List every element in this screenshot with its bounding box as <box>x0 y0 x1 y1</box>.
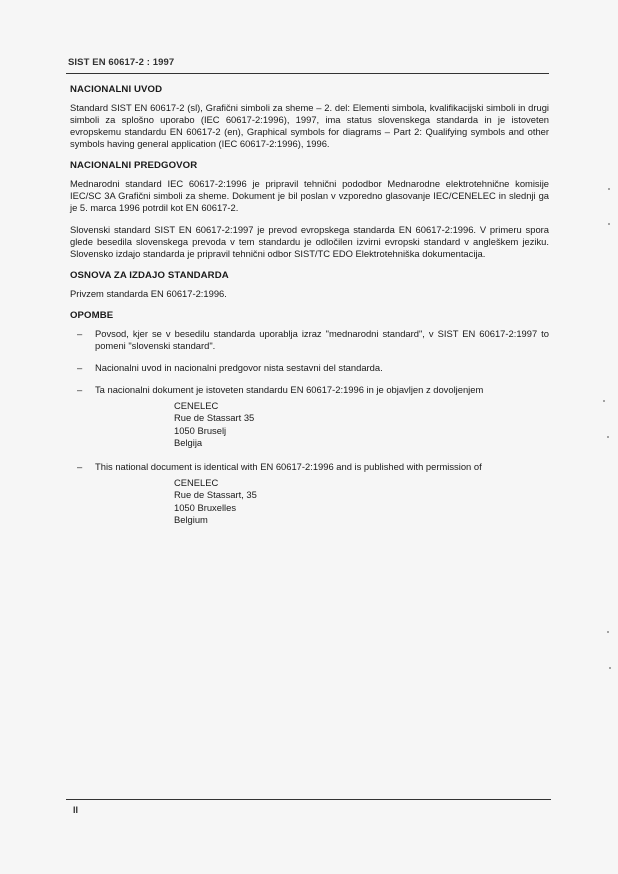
notes-list <box>70 328 549 526</box>
section-heading: NACIONALNI UVOD <box>70 84 163 95</box>
page-number: II <box>73 805 79 815</box>
footer-divider <box>66 799 551 800</box>
paragraph: Privzem standarda EN 60617-2:1996. <box>70 288 227 299</box>
address-line: Rue de Stassart 35 <box>174 412 255 424</box>
section-nacionalni-predgovor <box>70 160 549 260</box>
header-divider <box>66 73 549 74</box>
scan-speck <box>608 188 610 190</box>
address-line: 1050 Bruselj <box>174 424 227 436</box>
scan-speck <box>607 436 609 438</box>
dash-bullet: – <box>77 461 83 473</box>
paragraph: Mednarodni standard IEC 60617-2:1996 je pripravil tehnični pododbor Mednarodne elektrotehnične komisije IEC/SC 3A Grafični simboli za sheme. Dokument je bil poslan v vzporedno glasovanje IEC/CENELEC in slednji ga je 5. marca 1996 potrdil kot EN 60617-2. <box>70 178 549 213</box>
address-line: Belgium <box>174 514 208 526</box>
note-text: This national document is identical with EN 60617-2:1996 and is published with permission of <box>95 461 482 473</box>
address-line: Belgija <box>174 436 203 448</box>
list-item <box>70 328 549 352</box>
section-heading: OSNOVA ZA IZDAJO STANDARDA <box>70 270 229 281</box>
address-line: Rue de Stassart, 35 <box>174 489 257 501</box>
scan-speck <box>608 223 610 225</box>
note-text: Ta nacionalni dokument je istoveten standardu EN 60617-2:1996 in je objavljen z dovoljenjem <box>95 384 484 395</box>
paragraph: Standard SIST EN 60617-2 (sl), Grafični simboli za sheme – 2. del: Elementi simbola, kvalifikacijski simboli in drugi simboli za splošno uporabo (IEC 60617-2:1996), 1997, ima status slovenskega standarda in je istoveten evropskemu standardu EN 60617-2 (en), Graphical symbols for diagrams – Part 2: Qualifying symbols and other symbols having general application (IEC 60617-2:1996), 1996. <box>70 102 549 149</box>
address-line: 1050 Bruxelles <box>174 501 237 513</box>
note-text: Nacionalni uvod in nacionalni predgovor nista sestavni del standarda. <box>95 362 383 373</box>
scan-speck <box>603 400 605 402</box>
document-body <box>70 84 549 538</box>
dash-bullet: – <box>77 328 83 339</box>
section-osnova <box>70 270 549 300</box>
section-heading: OPOMBE <box>70 310 114 321</box>
address-line: CENELEC <box>174 400 219 411</box>
dash-bullet: – <box>77 384 83 395</box>
paragraph: Slovenski standard SIST EN 60617-2:1997 je prevod evropskega standarda EN 60617-2:1996. V primeru spora glede besedila slovenskega prevoda v tem standardu je odločilen izvirni evropski standard v angleškem jeziku. Slovensko izdajo standarda je pripravil tehnični odbor SIST/TC EDO Elektrotehniška dokumentacija. <box>70 224 549 259</box>
list-item <box>70 362 549 374</box>
dash-bullet: – <box>77 362 83 373</box>
address-line: CENELEC <box>174 477 219 489</box>
address-block-sl <box>174 400 549 449</box>
section-opombe <box>70 310 549 526</box>
list-item <box>70 384 549 449</box>
section-heading: NACIONALNI PREDGOVOR <box>70 160 198 171</box>
scan-speck <box>609 667 611 669</box>
scan-speck <box>607 631 609 633</box>
list-item <box>70 461 549 526</box>
document-header: SIST EN 60617-2 : 1997 <box>68 57 175 68</box>
address-block-en <box>174 477 549 526</box>
note-text: Povsod, kjer se v besedilu standarda uporablja izraz "mednarodni standard", v SIST EN 60617-2:1997 to pomeni "slovenski standard". <box>95 328 549 351</box>
section-nacionalni-uvod <box>70 84 549 150</box>
